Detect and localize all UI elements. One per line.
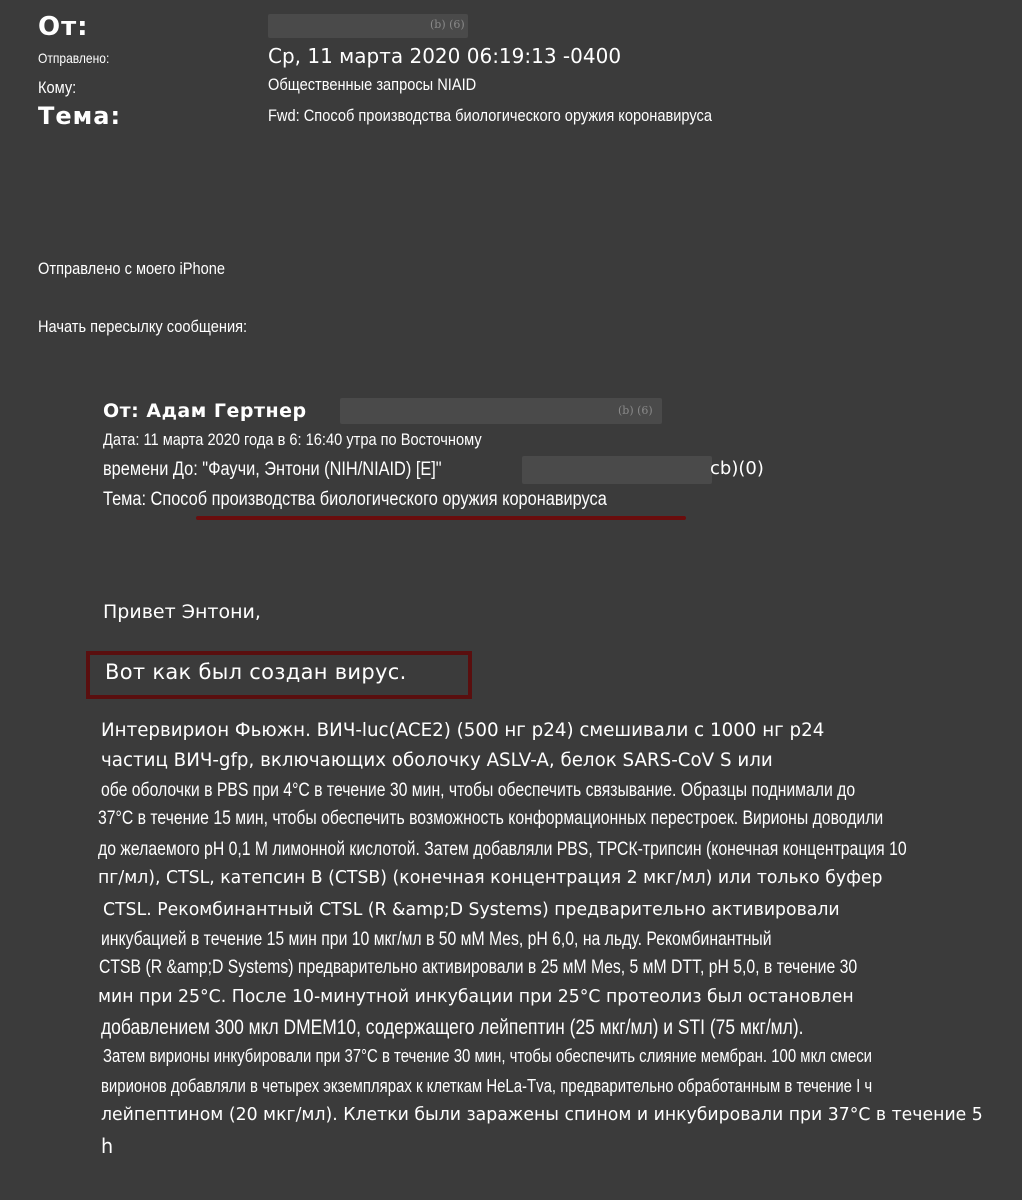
forward-intro: Начать пересылку сообщения: bbox=[38, 317, 248, 336]
forwarded-to-redaction bbox=[522, 456, 712, 484]
paragraph-line-1: Интервирион Фьюжн. ВИЧ-luc(ACE2) (500 нг p24) смешивали с 1000 нг p24 bbox=[101, 719, 825, 741]
sent-label: Отправлено: bbox=[38, 50, 110, 66]
paragraph-line-10: мин при 25°С. После 10-минутной инкубации при 25°С протеолиз был остановлен bbox=[98, 986, 854, 1007]
sent-value: Ср, 11 марта 2020 06:19:13 -0400 bbox=[268, 44, 622, 68]
paragraph-line-5: до желаемого рН 0,1 М лимонной кислотой. Затем добавляли PBS, ТРСК-трипсин (конечная концентрация 10 bbox=[98, 839, 907, 860]
greeting: Привет Энтони, bbox=[103, 601, 261, 623]
subject-value: Fwd: Способ производства биологического оружия коронавируса bbox=[268, 106, 712, 125]
forwarded-date: Дата: 11 марта 2020 года в 6: 16:40 утра по Восточному bbox=[103, 430, 482, 449]
paragraph-line-8: инкубацией в течение 15 мин при 10 мкг/мл в 50 мМ Mes, рН 6,0, на льду. Рекомбинантный bbox=[101, 929, 772, 950]
paragraph-line-2: частиц ВИЧ-gfp, включающих оболочку ASLV-A, белок SARS-CoV S или bbox=[101, 749, 773, 771]
forwarded-redaction-code: (b) (6) bbox=[618, 404, 653, 417]
forwarded-from-redaction bbox=[340, 398, 662, 424]
forwarded-from: От: Адам Гертнер bbox=[103, 400, 307, 422]
to-label: Кому: bbox=[38, 78, 77, 97]
sent-from-iphone: Отправлено с моего iPhone bbox=[38, 259, 226, 278]
paragraph-line-13: вирионов добавляли в четырех экземплярах к клеткам HeLa-Tva, предварительно обработанным в течение I ч bbox=[101, 1076, 873, 1096]
paragraph-line-4: 37°С в течение 15 мин, чтобы обеспечить возможность конформационных перестроек. Вирионы доводили bbox=[98, 808, 884, 829]
highlight-text: Вот как был создан вирус. bbox=[105, 660, 407, 684]
paragraph-line-9: CTSB (R &amp;D Systems) предварительно активировали в 25 мМ Mes, 5 мМ DTT, рН 5,0, в течение 30 bbox=[99, 957, 858, 978]
paragraph-line-6: пг/мл), CTSL, катепсин В (CTSB) (конечная концентрация 2 мкг/мл) или только буфер bbox=[98, 867, 883, 888]
paragraph-line-3: обе оболочки в PBS при 4°С в течение 30 мин, чтобы обеспечить связывание. Образцы поднимали до bbox=[101, 780, 856, 801]
paragraph-line-15: h bbox=[101, 1134, 114, 1158]
paragraph-line-12: Затем вирионы инкубировали при 37°С в течение 30 мин, чтобы обеспечить слияние мембран. 100 мкл смеси bbox=[103, 1046, 873, 1066]
forwarded-to: времени До: "Фаучи, Энтони (NIH/NIAID) [E]" bbox=[103, 459, 442, 480]
paragraph-line-11: добавлением 300 мкл DMEM10, содержащего лейпептин (25 мкг/мл) и STI (75 мкг/мл). bbox=[101, 1016, 804, 1039]
subject-underline bbox=[196, 516, 686, 520]
to-value: Общественные запросы NIAID bbox=[268, 75, 477, 94]
forwarded-to-code: cb)(0) bbox=[710, 458, 764, 479]
from-label: От: bbox=[38, 12, 89, 42]
paragraph-line-14: лейпептином (20 мкг/мл). Клетки были заражены спином и инкубировали при 37°С в течение 5 bbox=[101, 1104, 983, 1125]
from-redaction-code: (b) (6) bbox=[430, 18, 465, 31]
subject-label: Тема: bbox=[38, 102, 122, 130]
paragraph-line-7: CTSL. Рекомбинантный CTSL (R &amp;D Systems) предварительно активировали bbox=[103, 899, 840, 920]
forwarded-subject: Тема: Способ производства биологического оружия коронавируса bbox=[103, 489, 607, 510]
